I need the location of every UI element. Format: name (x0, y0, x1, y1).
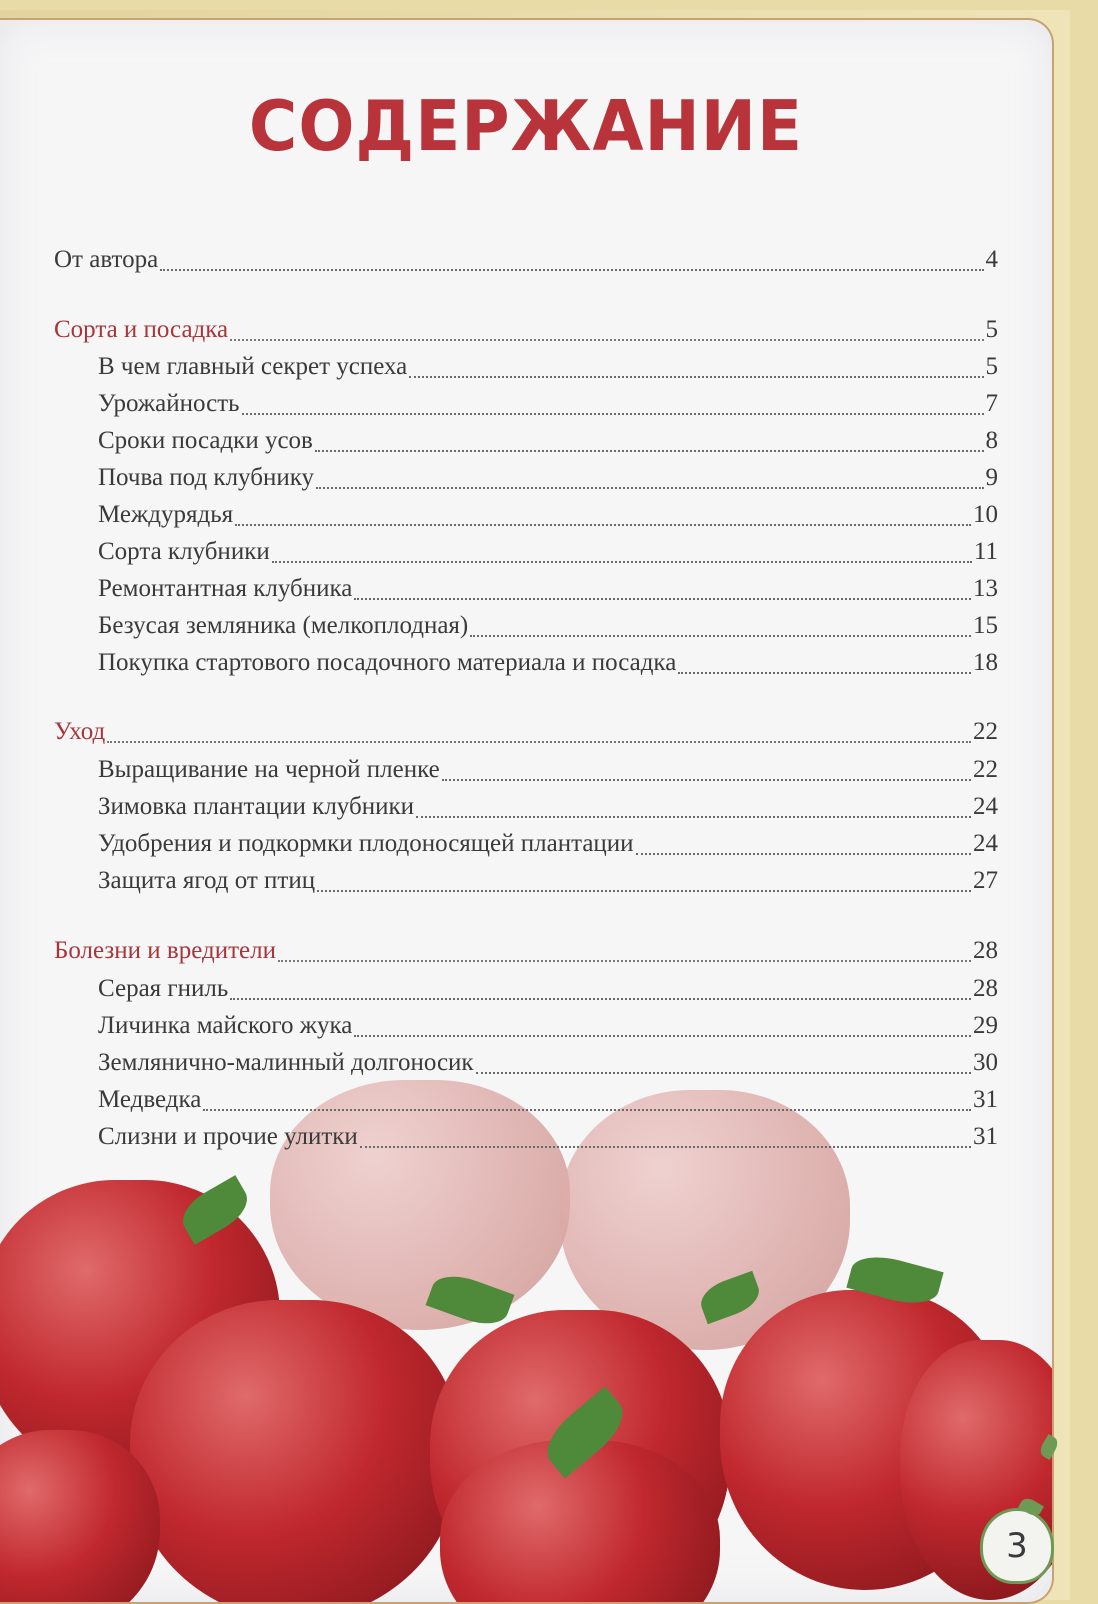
toc-entry-label: Личинка майского жука (98, 1012, 353, 1039)
dot-leader (442, 779, 971, 781)
toc-entry-label: От автора (54, 246, 159, 273)
dot-leader (230, 998, 971, 1000)
toc-entry (98, 649, 998, 683)
toc-entry (98, 867, 998, 901)
dot-leader (317, 890, 971, 892)
toc-entry (98, 353, 998, 387)
toc-entry (98, 538, 998, 572)
dot-leader (678, 672, 971, 674)
toc-entry-label: Серая гниль (98, 975, 229, 1002)
toc-entry-label: Сроки посадки усов (98, 427, 313, 454)
dot-leader (203, 1109, 971, 1111)
page-number (980, 1508, 1054, 1584)
toc-entry-label: Болезни и вредители (54, 937, 276, 964)
toc-entry-label: Уход (54, 718, 106, 745)
toc-entry-label: Слизни и прочие улитки (98, 1123, 358, 1150)
toc-entry-label: Медведка (98, 1086, 202, 1113)
toc-entry-page: 28 (973, 937, 998, 964)
toc-entry-page: 22 (973, 756, 998, 783)
dot-leader (636, 853, 971, 855)
toc-entry-label: Ремонтантная клубника (98, 575, 353, 602)
toc-entry (98, 975, 998, 1009)
toc-entry-label: Почва под клубнику (98, 464, 314, 491)
toc-entry-page: 8 (985, 427, 998, 454)
toc-entry-page: 24 (973, 793, 998, 820)
toc-section (54, 718, 998, 752)
toc-entry-label: Выращивание на черной пленке (98, 756, 440, 783)
dot-leader (354, 1035, 971, 1037)
toc-section (54, 316, 998, 350)
toc-entry-label: Защита ягод от птиц (98, 867, 316, 894)
toc-entry-page: 10 (973, 501, 998, 528)
toc-entry (98, 830, 998, 864)
toc-entry-page: 7 (985, 390, 998, 417)
toc-entry-label: Междурядья (98, 501, 234, 528)
dot-leader (409, 376, 983, 378)
dot-leader (242, 413, 984, 415)
toc-entry-label: Сорта и посадка (54, 316, 229, 343)
dot-leader (160, 269, 983, 271)
toc-entry-page: 29 (973, 1012, 998, 1039)
page-number-text: 3 (1006, 1526, 1028, 1566)
toc-entry (98, 612, 998, 646)
toc-entry (98, 1012, 998, 1046)
dot-leader (272, 561, 972, 563)
toc-entry-page: 18 (973, 649, 998, 676)
toc-entry-page: 4 (985, 246, 998, 273)
toc-entry-page: 27 (973, 867, 998, 894)
toc-entry (98, 1049, 998, 1083)
toc-entry (98, 756, 998, 790)
page-title: СОДЕРЖАНИЕ (248, 86, 804, 167)
toc-entry-page: 22 (973, 718, 998, 745)
toc-entry-label: Землянично-малинный долгоносик (98, 1049, 474, 1076)
dot-leader (316, 487, 984, 489)
toc-entry-page: 11 (973, 538, 998, 565)
toc-entry (98, 390, 998, 424)
toc-entry-label: Удобрения и подкормки плодоносящей плантации (98, 830, 634, 857)
toc-entry-page: 15 (973, 612, 998, 639)
toc-entry (98, 793, 998, 827)
toc-entry-page: 9 (985, 464, 998, 491)
toc-entry (98, 1086, 998, 1120)
table-of-contents (0, 20, 1052, 1602)
toc-entry (98, 501, 998, 535)
toc-entry-page: 31 (973, 1086, 998, 1113)
dot-leader (476, 1072, 971, 1074)
toc-entry (98, 575, 998, 609)
dot-leader (278, 960, 971, 962)
toc-entry-page: 24 (973, 830, 998, 857)
toc-entry (54, 246, 998, 280)
toc-entry-label: Зимовка плантации клубники (98, 793, 414, 820)
dot-leader (354, 598, 971, 600)
toc-entry-page: 28 (973, 975, 998, 1002)
toc-entry-page: 5 (985, 353, 998, 380)
dot-leader (360, 1146, 971, 1148)
dot-leader (107, 741, 971, 743)
toc-entry-label: Урожайность (98, 390, 240, 417)
toc-entry-label: В чем главный секрет успеха (98, 353, 408, 380)
dot-leader (416, 816, 971, 818)
toc-entry-label: Покупка стартового посадочного материала и посадка (98, 649, 677, 676)
toc-entry-page: 13 (973, 575, 998, 602)
toc-entry-label: Сорта клубники (98, 538, 270, 565)
toc-section (54, 937, 998, 971)
toc-entry (98, 1123, 998, 1157)
dot-leader (235, 524, 971, 526)
toc-entry-label: Безусая земляника (мелкоплодная) (98, 612, 469, 639)
dot-leader (470, 635, 971, 637)
toc-entry-page: 31 (973, 1123, 998, 1150)
dot-leader (315, 450, 984, 452)
toc-entry-page: 30 (973, 1049, 998, 1076)
toc-entry-page: 5 (985, 316, 998, 343)
contents-page (0, 18, 1054, 1604)
toc-entry (98, 464, 998, 498)
dot-leader (230, 339, 983, 341)
toc-entry (98, 427, 998, 461)
